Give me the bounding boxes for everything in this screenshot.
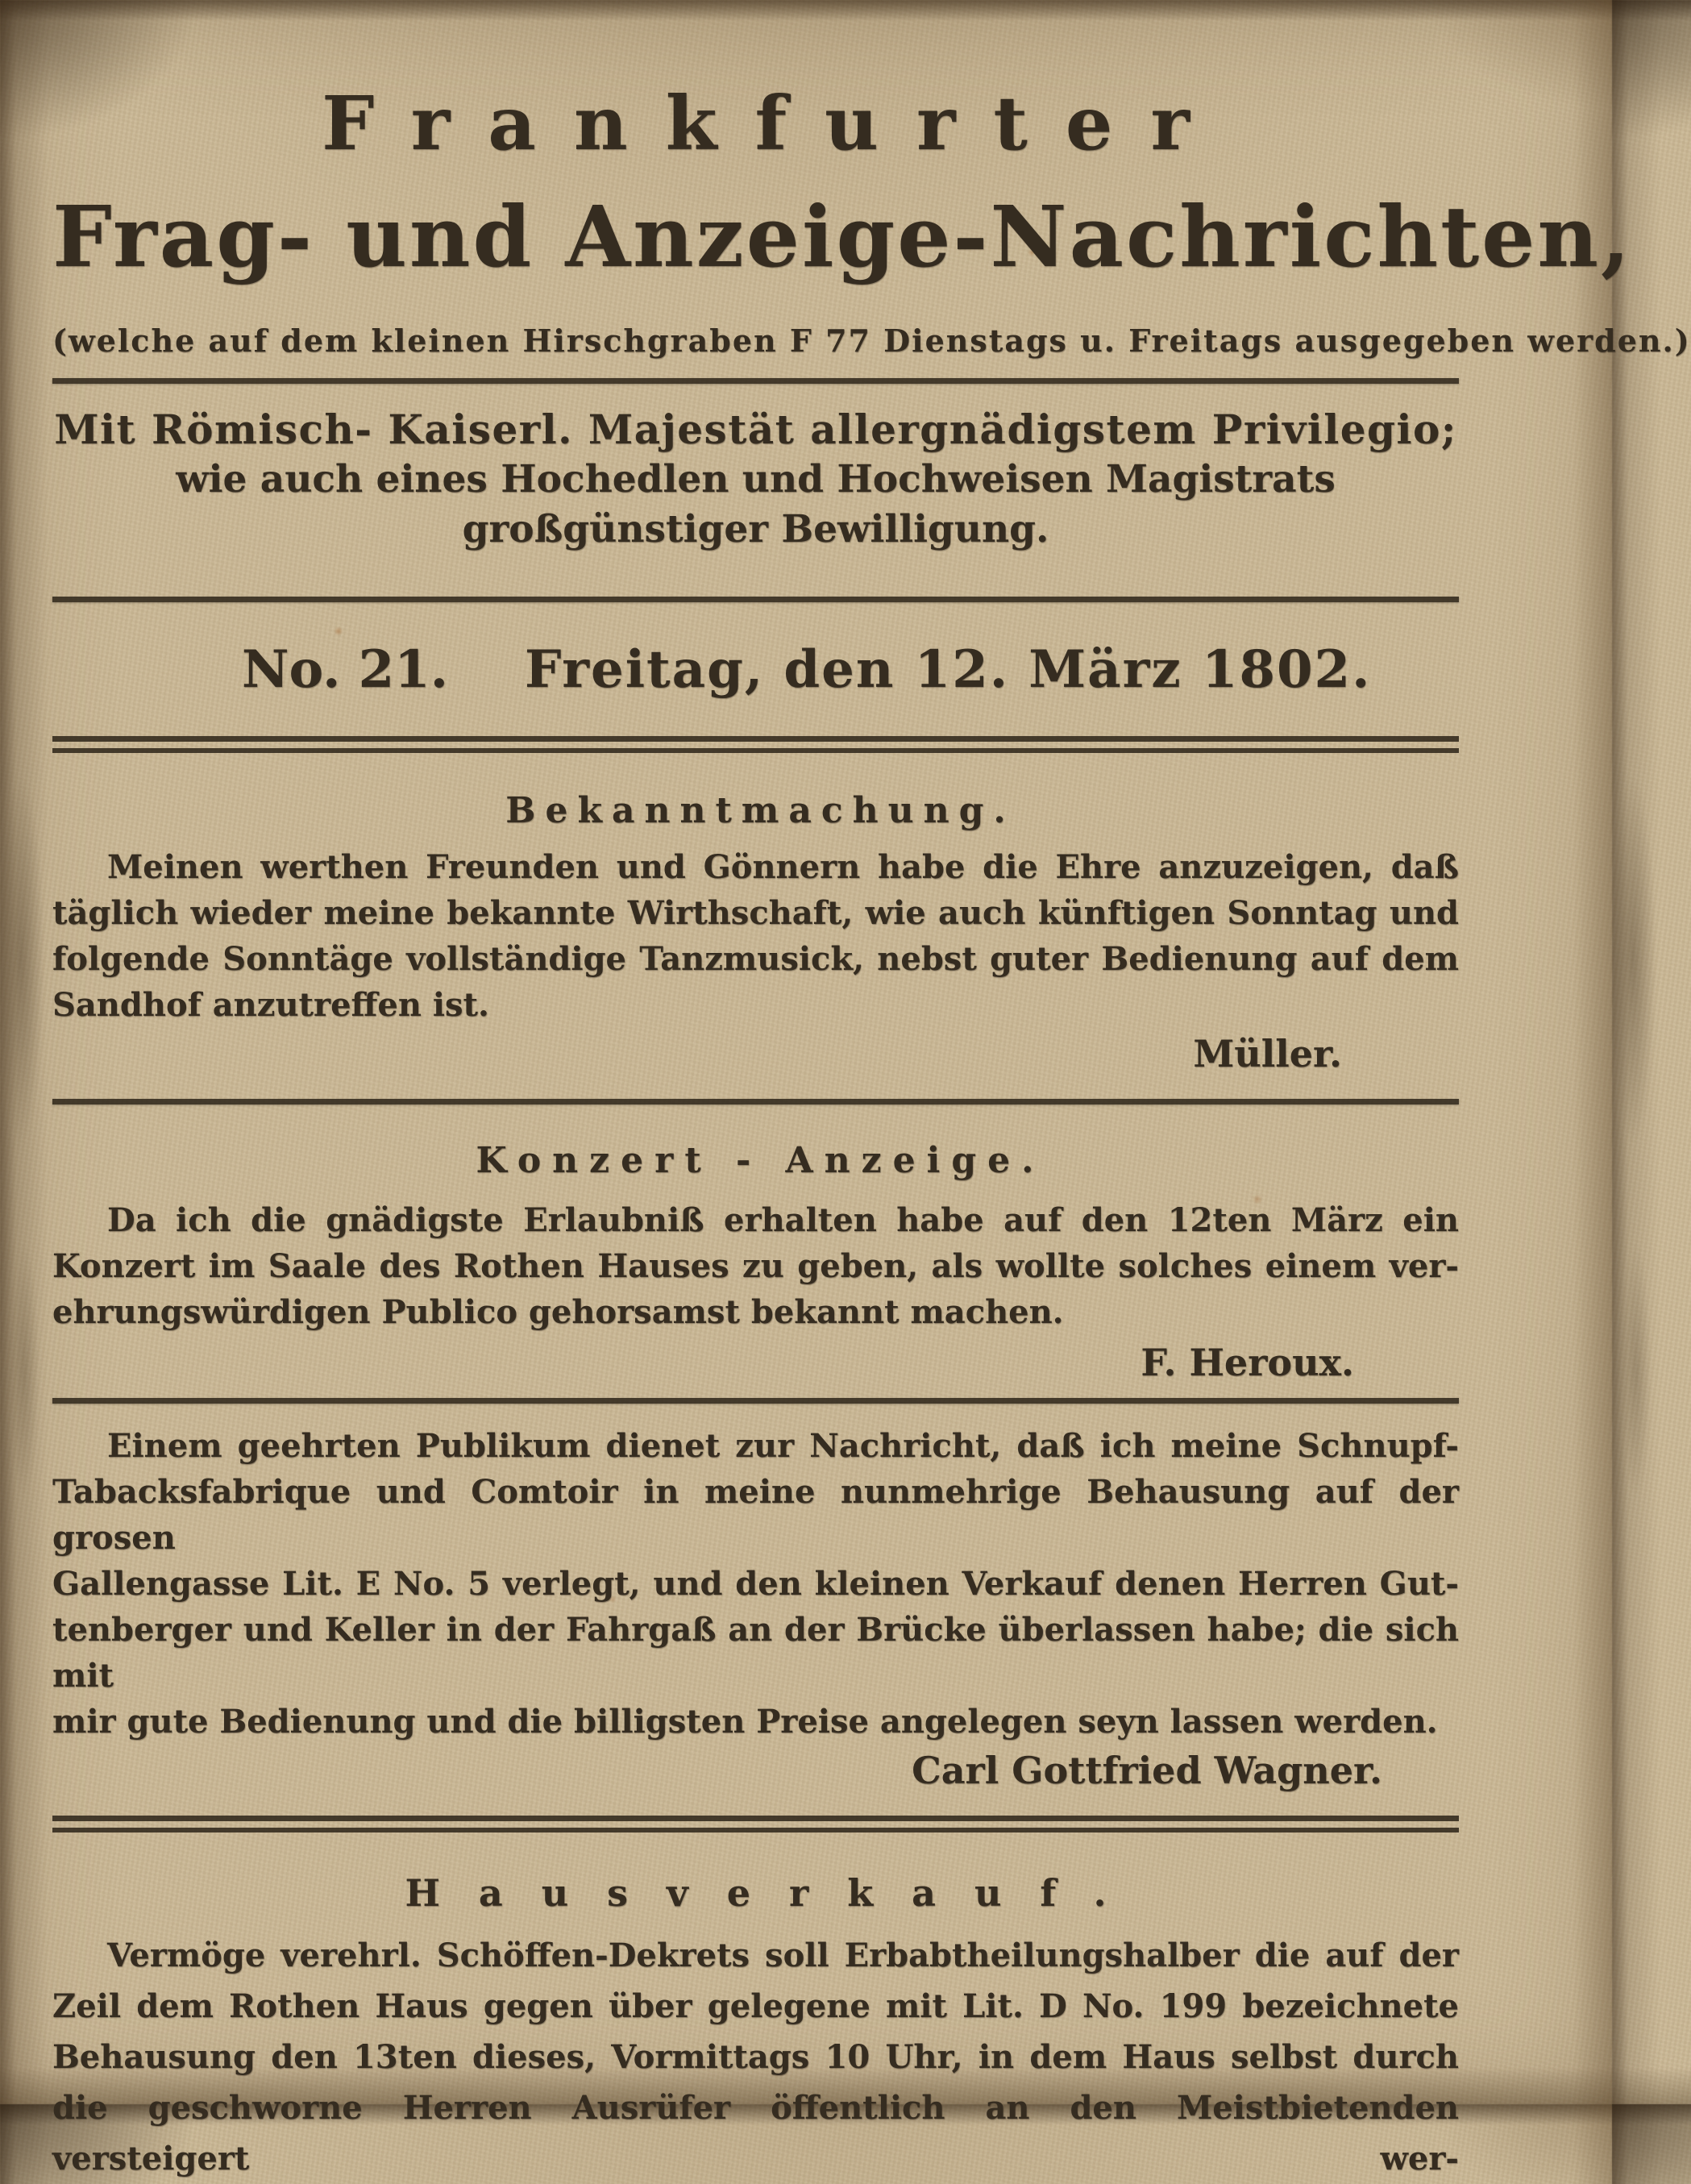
section-body xyxy=(52,1197,1459,1335)
section-hausverkauf xyxy=(52,1871,1459,2184)
section-body xyxy=(52,1423,1459,1745)
masthead xyxy=(52,79,1691,359)
body-line: tenberger und Keller in der Fahrgaß an der Brücke überlassen habe; die sich mit xyxy=(52,1610,1459,1695)
divider-rule xyxy=(52,1099,1459,1104)
body-line: Behausung den 13ten dieses, Vormittags 10 Uhr, in dem Haus selbst durch xyxy=(52,2037,1459,2076)
divider-rule xyxy=(52,1398,1459,1404)
body-line: die geschworne Herren Ausrüfer öffentlich an den Meistbietenden versteigert wer- xyxy=(52,2088,1459,2178)
privilege-line2: wie auch eines Hochedlen und Hochweisen Magistrats großgünstiger Bewilligung. xyxy=(176,456,1336,551)
body-line: Zeil dem Rothen Haus gegen über gelegene mit Lit. D No. 199 bezeichnete xyxy=(52,1986,1459,2025)
signature: F. Heroux. xyxy=(1140,1340,1354,1384)
privilege-line1: Mit Römisch- Kaiserl. Majestät allergnädigstem Privilegio; xyxy=(54,405,1457,453)
body-line: Sandhof anzutreffen ist. xyxy=(52,985,489,1024)
masthead-title-line2: Frag- und Anzeige-Nachrichten, xyxy=(52,187,1633,287)
body-line: Gallengasse Lit. E No. 5 verlegt, und den kleinen Verkauf denen Herren Gut- xyxy=(52,1564,1459,1603)
body-line: Meinen werthen Freunden und Gönnern habe die Ehre anzuzeigen, daß xyxy=(107,847,1459,886)
section-body xyxy=(52,844,1459,1028)
section-body xyxy=(52,1930,1459,2184)
signature: Carl Gottfried Wagner. xyxy=(912,1748,1382,1792)
body-line: Vermöge verehrl. Schöffen-Dekrets soll Erbabtheilungshalber die auf der xyxy=(107,1936,1459,1974)
body-line: mir gute Bedienung und die billigsten Preise angelegen seyn lassen werden. xyxy=(52,1702,1438,1741)
section-heading: Hausverkauf. xyxy=(405,1870,1145,1915)
double-rule xyxy=(52,1816,1459,1832)
body-line: ehrungswürdigen Publico gehorsamst bekannt machen. xyxy=(52,1292,1064,1331)
section-heading: Bekanntmachung. xyxy=(505,789,1016,831)
section-bekanntmachung xyxy=(52,788,1459,1076)
divider-rule xyxy=(52,378,1459,384)
section-wagner-notice xyxy=(52,1423,1459,1793)
section-konzert-anzeige xyxy=(52,1138,1459,1385)
issue-date: Freitag, den 12. März 1802. xyxy=(524,639,1372,700)
body-line: Da ich die gnädigste Erlaubniß erhalten habe auf den 12ten März ein xyxy=(107,1200,1459,1239)
masthead-subtitle: (welche auf dem kleinen Hirschgraben F 77 Dienstags u. Freitags ausgegeben werden.) xyxy=(52,322,1691,359)
body-line: Einem geehrten Publikum dienet zur Nachricht, daß ich meine Schnupf- xyxy=(107,1426,1459,1465)
divider-rule xyxy=(52,597,1459,602)
issue-line xyxy=(52,633,1459,707)
body-line: Tabacksfabrique und Comtoir in meine nunmehrige Behausung auf der grosen xyxy=(52,1472,1459,1557)
body-line: Konzert im Saale des Rothen Hauses zu geben, als wollte solches einem ver- xyxy=(52,1246,1459,1285)
double-rule xyxy=(52,736,1459,753)
signature: Müller. xyxy=(1193,1031,1342,1075)
privilege-note xyxy=(52,405,1459,555)
body-line: täglich wieder meine bekannte Wirthschaft, wie auch künftigen Sonntag und xyxy=(52,893,1459,932)
body-line: folgende Sonntäge vollständige Tanzmusick, nebst guter Bedienung auf dem xyxy=(52,939,1459,978)
masthead-title-line1: Frankfurter xyxy=(322,80,1228,167)
issue-number: No. 21. xyxy=(242,639,448,700)
section-heading: Konzert - Anzeige. xyxy=(476,1139,1045,1181)
